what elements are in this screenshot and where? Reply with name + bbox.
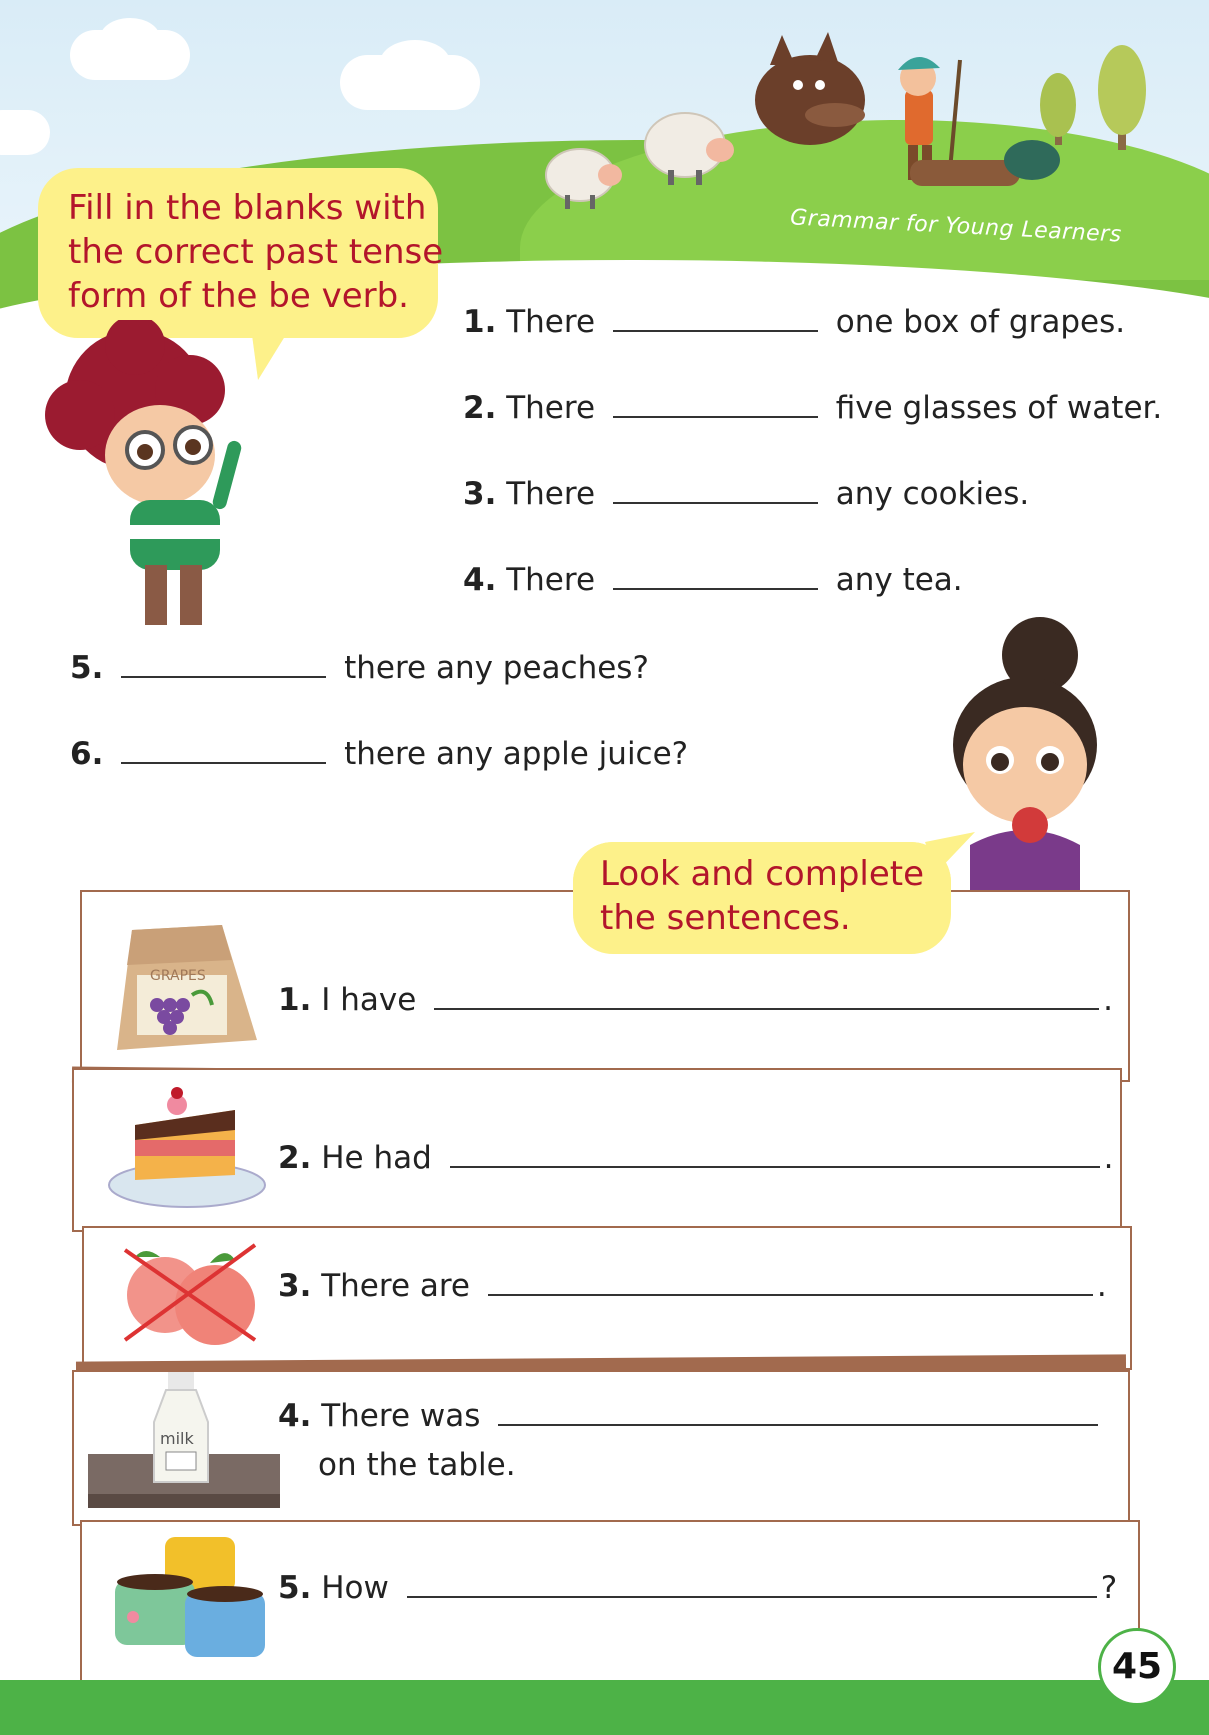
milk-label: milk — [160, 1429, 194, 1448]
apple-icon — [1012, 807, 1048, 843]
tea-cups-icon — [105, 1532, 275, 1667]
item-text-after: any cookies. — [835, 476, 1030, 512]
exercise-1-item — [463, 304, 1125, 340]
item-number: 3. — [278, 1268, 312, 1304]
answer-blank[interactable] — [613, 326, 818, 332]
item-text-after: five glasses of water. — [835, 390, 1163, 426]
exercise-1-item — [70, 650, 649, 686]
crossed-peaches-icon — [115, 1235, 265, 1355]
item-number: 1. — [278, 982, 312, 1018]
instruction-1-line: Fill in the blanks with — [68, 188, 427, 228]
exercise-2-item — [278, 982, 1113, 1018]
item-text: He had — [321, 1140, 432, 1176]
exercise-1-item — [463, 390, 1162, 426]
item-text: There are — [321, 1268, 470, 1304]
log-icon — [910, 160, 1020, 186]
exercise-2-item — [278, 1268, 1107, 1304]
exercise-1-item — [70, 736, 688, 772]
exercise-1-item — [463, 476, 1029, 512]
tree-icon — [1098, 45, 1146, 150]
series-title: Grammar for Young Learners — [789, 205, 1123, 248]
item-text-after: there any apple juice? — [344, 736, 689, 772]
wolf-icon — [755, 32, 865, 145]
item-text: There was — [321, 1398, 481, 1434]
exercise-2-item — [278, 1140, 1114, 1176]
exercise-2-item — [278, 1398, 1098, 1434]
bush-icon — [1004, 140, 1060, 180]
item-number: 4. — [463, 562, 497, 598]
milk-bottle-on-table-icon — [80, 1372, 290, 1522]
item-text-after: there any peaches? — [344, 650, 649, 686]
answer-blank[interactable] — [434, 1004, 1099, 1010]
item-end-punct: . — [1103, 982, 1113, 1018]
item-text-before: There — [506, 476, 596, 512]
page-number: 45 — [1098, 1628, 1176, 1706]
answer-blank[interactable] — [121, 672, 326, 678]
item-number: 4. — [278, 1398, 312, 1434]
item-end-punct: . — [1096, 1268, 1107, 1304]
footer-green-band — [0, 1680, 1209, 1735]
item-number: 5. — [70, 650, 104, 686]
sheep-icon — [645, 113, 734, 185]
cherry-icon — [171, 1087, 183, 1099]
answer-blank[interactable] — [613, 498, 818, 504]
exercise-2-item-line2: on the table. — [318, 1447, 516, 1483]
header-illustration — [520, 20, 1200, 220]
instruction-2-line: Look and complete — [600, 854, 925, 894]
grapes-bag-icon — [112, 920, 262, 1055]
answer-blank[interactable] — [450, 1162, 1100, 1168]
instruction-1-line: the correct past tense — [68, 232, 444, 272]
exercise-2-item — [278, 1570, 1117, 1606]
instruction-2-line: the sentences. — [600, 898, 851, 938]
answer-blank[interactable] — [407, 1592, 1097, 1598]
item-end-punct: . — [1103, 1140, 1114, 1176]
exercise-1-item — [463, 562, 963, 598]
item-number: 2. — [278, 1140, 312, 1176]
item-text-before: There — [506, 390, 596, 426]
sheep-icon — [546, 149, 622, 209]
item-text-after: any tea. — [835, 562, 963, 598]
curly-haired-boy-illustration — [35, 320, 265, 640]
item-text-before: There — [506, 562, 596, 598]
item-text: How — [321, 1570, 389, 1606]
answer-blank[interactable] — [498, 1420, 1098, 1426]
item-number: 3. — [463, 476, 497, 512]
tree-icon — [1040, 73, 1076, 145]
cloud — [380, 40, 450, 85]
instruction-1-line: form of the be verb. — [68, 276, 409, 316]
item-end-punct: ? — [1100, 1570, 1118, 1606]
grapes-label: GRAPES — [150, 968, 206, 984]
cloud — [100, 18, 160, 58]
instruction-1-text — [68, 186, 443, 318]
item-number: 6. — [70, 736, 104, 772]
answer-blank[interactable] — [121, 758, 326, 764]
answer-blank[interactable] — [613, 584, 818, 590]
cake-slice-icon — [105, 1085, 270, 1210]
item-text: I have — [321, 982, 417, 1018]
item-text-after: one box of grapes. — [835, 304, 1126, 340]
instruction-2-text — [600, 852, 924, 940]
item-number: 5. — [278, 1570, 312, 1606]
item-number: 2. — [463, 390, 497, 426]
answer-blank[interactable] — [613, 412, 818, 418]
cloud — [0, 110, 50, 155]
heart-tag-icon — [127, 1611, 139, 1623]
item-text-before: There — [506, 304, 596, 340]
answer-blank[interactable] — [488, 1290, 1093, 1296]
item-number: 1. — [463, 304, 497, 340]
